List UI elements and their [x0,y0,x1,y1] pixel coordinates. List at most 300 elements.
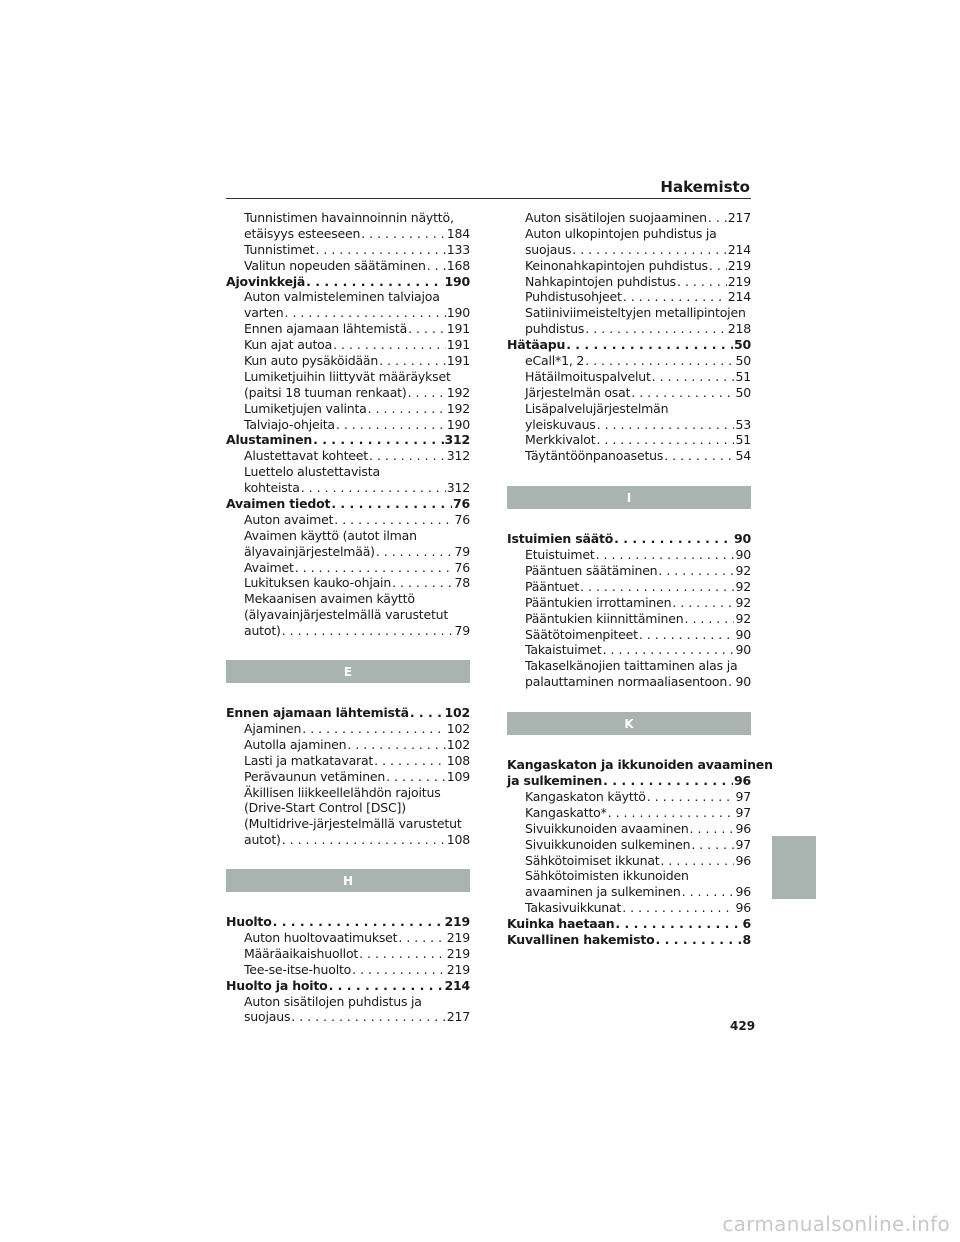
dot-leader [352,962,446,978]
index-entry-sub[interactable] [507,853,751,869]
dot-leader [313,432,443,448]
index-entry-sub[interactable] [507,563,751,579]
entry-page-number: 92 [735,610,751,626]
index-entry-sub[interactable] [507,674,751,690]
entry-text: Talviajo-ohjeita [244,416,335,432]
dot-leader [603,773,733,789]
index-entry-main[interactable] [226,274,470,290]
index-column-right [507,210,773,948]
index-entry-sub [226,528,470,544]
entry-text: Lumiketjuihin liittyvät määräykset [244,368,451,384]
dot-leader [408,385,446,401]
index-entry-sub[interactable] [507,595,751,611]
index-entry-main[interactable] [507,932,751,948]
dot-leader [374,753,446,769]
entry-page-number: 78 [454,575,470,591]
entry-text: Tunnistimen havainnoinnin näyttö, [244,210,454,225]
index-entry-sub[interactable] [507,837,751,853]
dot-leader [647,789,735,805]
dot-leader [285,305,446,321]
entry-text: Määräaikaishuollot [244,945,359,961]
entry-text: Mekaanisen avaimen käyttö [244,591,415,607]
entry-text: avaaminen ja sulkeminen [525,884,681,900]
entry-text: etäisyys esteeseen [244,225,361,241]
index-entry-main[interactable] [226,496,470,512]
index-entry-sub [226,464,470,480]
entry-page-number: 97 [735,804,751,820]
dot-leader [677,274,727,290]
entry-page-number: 191 [446,321,470,337]
entry-page-number: 92 [735,594,751,610]
entry-page-number: 51 [735,432,751,448]
dot-leader [329,978,444,994]
entry-page-number: 97 [735,836,751,852]
entry-text: varten [244,305,284,321]
entry-text: Säätötoimenpiteet [525,626,638,642]
entry-page-number: 184 [446,225,470,241]
letter-band-i: I [507,486,751,509]
dot-leader [369,448,446,464]
entry-page-number: 50 [734,337,751,353]
dot-leader [379,353,446,369]
index-entry-sub[interactable] [507,611,751,627]
entry-text: älyavainjärjestelmää) [244,543,375,559]
index-entry-sub [507,305,751,321]
entry-text: Kangaskatto* [525,804,607,820]
dot-leader [361,226,446,242]
entry-text: Kuvallinen hakemisto [507,931,655,947]
index-entry-sub [226,800,470,816]
index-entry-sub[interactable] [226,1009,470,1025]
entry-page-number: 214 [727,289,751,305]
index-entry-sub[interactable] [226,401,470,417]
dot-leader [615,916,741,932]
dot-leader [273,914,444,930]
entry-text: Pääntuet [525,578,580,594]
index-entry-sub[interactable] [226,623,470,639]
entry-page-number: 190 [446,305,470,321]
entry-text: Auton sisätilojen puhdistus ja [244,993,422,1009]
entry-page-number: 8 [742,931,751,947]
dot-leader [331,496,452,512]
index-entry-sub[interactable] [226,930,470,946]
index-entry-sub[interactable] [226,417,470,433]
entry-text: Auton valmisteleminen talviajoa [244,289,440,305]
index-entry-sub[interactable] [507,353,751,369]
dot-leader [728,674,734,690]
dot-leader [652,369,735,385]
dot-leader [368,401,446,417]
entry-page-number: 96 [735,884,751,900]
index-entry-main[interactable] [507,773,751,789]
entry-page-number: 97 [735,788,751,804]
entry-text: Takaselkänojien taittaminen alas ja [525,658,738,674]
entry-page-number: 102 [446,736,470,752]
index-entry-sub [507,868,751,884]
dot-leader [597,417,735,433]
entry-page-number: 90 [735,547,751,563]
index-entry-sub[interactable] [507,900,751,916]
dot-leader [347,737,445,753]
entry-text: Lumiketjujen valinta [244,400,367,416]
dot-leader [660,853,734,869]
dot-leader [301,480,446,496]
dot-leader [306,274,443,290]
index-entry-main[interactable] [507,916,751,932]
index-entry-sub[interactable] [226,512,470,528]
index-entry-sub[interactable] [226,737,470,753]
index-entry-main [507,757,773,773]
entry-text: Kun auto pysäköidään [244,353,379,369]
index-entry-main[interactable] [507,531,751,547]
dot-leader [585,321,726,337]
entry-text: Auton huoltovaatimukset [244,929,398,945]
entry-text: Auton avaimet [244,511,334,527]
index-entry-sub [226,210,470,226]
entry-text: autot) [244,832,281,848]
entry-page-number: 219 [727,257,751,273]
entry-text: Ajaminen [244,720,302,736]
index-entry-sub[interactable] [226,226,470,242]
entry-text: Huolto [226,914,272,930]
index-entry-sub[interactable] [507,242,751,258]
entry-text: Avaimet [244,559,294,575]
index-entry-sub[interactable] [507,789,751,805]
dot-leader [408,321,446,337]
entry-text: Kangaskaton ja ikkunoiden avaaminen [507,757,773,773]
index-entry-sub[interactable] [226,258,470,274]
entry-text: Puhdistusohjeet [525,289,622,305]
entry-page-number: 54 [735,448,751,464]
entry-page-number: 50 [735,384,751,400]
index-entry-sub[interactable] [226,305,470,321]
index-entry-sub [226,369,470,385]
index-entry-sub [226,994,470,1010]
index-entry-sub[interactable] [226,946,470,962]
index-entry-sub [507,401,751,417]
index-entry-sub[interactable] [226,448,470,464]
index-entry-main[interactable] [226,914,470,930]
entry-page-number: 219 [444,914,470,930]
entry-page-number: 102 [446,720,470,736]
dot-leader [614,531,733,547]
index-entry-sub[interactable] [507,369,751,385]
entry-page-number: 90 [734,531,751,547]
index-entry-sub [507,226,751,242]
entry-text: Sivuikkunoiden avaaminen [525,820,689,836]
entry-page-number: 79 [454,543,470,559]
dot-leader [658,563,734,579]
index-entry-sub[interactable] [507,432,751,448]
entry-page-number: 92 [735,563,751,579]
dot-leader [690,821,735,837]
entry-text: Huolto ja hoito [226,977,328,993]
page-title: Hakemisto [660,178,750,196]
entry-text: Merkkivalot [525,432,596,448]
entry-text: suojaus [525,241,572,257]
dot-leader [359,946,446,962]
letter-band-e: E [226,660,470,683]
dot-leader [682,884,735,900]
index-entry-sub[interactable] [226,337,470,353]
entry-page-number: 168 [446,257,470,273]
entry-text: Ennen ajamaan lähtemistä [244,321,408,337]
index-entry-sub[interactable] [226,385,470,401]
entry-text: Takasivuikkunat [525,900,622,916]
entry-text: Alustettavat kohteet [244,448,368,464]
index-entry-sub [226,607,470,623]
entry-text: Ajovinkkejä [226,273,306,289]
entry-text: Satiiniviimeisteltyjen metallipintojen [525,305,746,321]
index-entry-sub [507,658,751,674]
entry-page-number: 90 [735,642,751,658]
index-entry-sub[interactable] [226,321,470,337]
index-entry-sub[interactable] [507,210,751,226]
entry-text: puhdistus [525,321,585,337]
entry-page-number: 312 [446,480,470,496]
dot-leader [333,337,446,353]
entry-text: Pääntuen säätäminen [525,563,658,579]
entry-page-number: 96 [735,900,751,916]
letter-band-h: H [226,869,470,892]
entry-text: Alustaminen [226,432,313,448]
header-divider [226,198,751,199]
index-entry-sub[interactable] [507,884,751,900]
entry-page-number: 217 [727,210,751,225]
entry-text: Perävaunun vetäminen [244,768,386,784]
index-entry-sub[interactable] [226,353,470,369]
entry-text: (älyavainjärjestelmällä varustetut [244,607,449,623]
entry-page-number: 192 [446,384,470,400]
index-entry-sub[interactable] [507,821,751,837]
entry-text: Avaimen tiedot [226,496,331,512]
entry-text: Auton ulkopintojen puhdistus ja [525,225,717,241]
entry-page-number: 191 [446,337,470,353]
dot-leader [282,623,454,639]
entry-text: ja sulkeminen [507,773,603,789]
entry-page-number: 76 [454,511,470,527]
dot-leader [664,448,734,464]
entry-text: Hätäilmoituspalvelut [525,368,651,384]
index-entry-sub[interactable] [507,547,751,563]
entry-page-number: 108 [446,752,470,768]
letter-band-k: K [507,712,751,735]
index-entry-sub[interactable] [226,544,470,560]
entry-text: Pääntukien irrottaminen [525,594,672,610]
entry-page-number: 102 [444,705,470,721]
index-entry-sub[interactable] [507,417,751,433]
index-entry-sub [226,816,470,832]
dot-leader [631,385,734,401]
entry-page-number: 53 [735,416,751,432]
entry-text: Lisäpalvelujärjestelmän [525,400,669,416]
entry-page-number: 191 [446,353,470,369]
entry-page-number: 190 [446,416,470,432]
dot-leader [708,210,727,226]
entry-page-number: 190 [444,273,470,289]
entry-page-number: 312 [446,448,470,464]
index-entry-sub [226,289,470,305]
entry-page-number: 76 [453,496,470,512]
entry-text: Hätäapu [507,337,566,353]
entry-page-number: 92 [735,578,751,594]
entry-page-number: 6 [742,916,751,932]
index-entry-sub[interactable] [226,832,470,848]
index-entry-main[interactable] [226,705,470,721]
entry-text: Tunnistimet [244,241,315,257]
entry-page-number: 96 [734,773,751,789]
index-entry-sub[interactable] [507,289,751,305]
entry-page-number: 219 [446,945,470,961]
entry-text: Täytäntöönpanoasetus [525,448,664,464]
entry-page-number: 133 [446,241,470,257]
entry-page-number: 96 [735,852,751,868]
index-entry-sub[interactable] [507,805,751,821]
entry-page-number: 96 [735,820,751,836]
entry-text: (Multidrive-järjestelmällä varustetut [244,816,462,832]
dot-leader [709,258,727,274]
dot-leader [691,837,734,853]
index-entry-sub[interactable] [507,274,751,290]
index-entry-sub[interactable] [507,579,751,595]
dot-leader [336,417,446,433]
dot-leader [623,289,727,305]
dot-leader [596,547,735,563]
entry-page-number: 219 [446,929,470,945]
index-entry-main[interactable] [226,978,470,994]
dot-leader [639,627,735,643]
entry-text: Auton sisätilojen suojaaminen [525,210,707,225]
dot-leader [585,353,734,369]
dot-leader [291,1009,445,1025]
entry-page-number: 90 [735,626,751,642]
dot-leader [386,769,446,785]
dot-leader [410,705,444,721]
index-entry-sub[interactable] [226,962,470,978]
index-entry-sub[interactable] [226,575,470,591]
entry-text: Sähkötoimiset ikkunat [525,852,660,868]
dot-leader [376,544,454,560]
entry-text: (Drive-Start Control [DSC]) [244,800,406,816]
index-entry-sub[interactable] [507,627,751,643]
entry-text: Valitun nopeuden säätäminen [244,257,426,273]
dot-leader [315,242,445,258]
dot-leader [427,258,446,274]
entry-text: Ennen ajamaan lähtemistä [226,705,409,721]
entry-page-number: 214 [727,241,751,257]
entry-text: Pääntukien kiinnittäminen [525,610,684,626]
index-entry-sub[interactable] [226,242,470,258]
dot-leader [596,432,734,448]
entry-text: autot) [244,623,281,639]
entry-text: kohteista [244,480,300,496]
index-entry-sub[interactable] [507,448,751,464]
index-entry-sub [226,785,470,801]
watermark: carmanualsonline.info [722,1212,950,1236]
entry-text: Nahkapintojen puhdistus [525,273,676,289]
entry-page-number: 214 [444,977,470,993]
entry-text: Istuimien säätö [507,531,614,547]
entry-page-number: 312 [444,432,470,448]
dot-leader [302,721,445,737]
index-entry-sub[interactable] [226,769,470,785]
page-number: 429 [730,1019,756,1033]
entry-page-number: 90 [735,674,751,690]
entry-page-number: 219 [727,273,751,289]
dot-leader [398,930,445,946]
index-entry-sub [226,591,470,607]
entry-text: Kun ajat autoa [244,337,333,353]
entry-text: Sähkötoimisten ikkunoiden [525,868,689,884]
entry-text: Autolla ajaminen [244,736,347,752]
index-entry-sub[interactable] [507,258,751,274]
section-tab [772,836,816,899]
dot-leader [672,595,734,611]
index-entry-sub[interactable] [226,560,470,576]
dot-leader [392,575,453,591]
entry-text: Kuinka haetaan [507,916,615,932]
entry-text: eCall*1, 2 [525,353,585,369]
index-entry-sub[interactable] [507,321,751,337]
index-entry-main[interactable] [226,432,470,448]
dot-leader [608,805,735,821]
index-column-left [226,210,470,1025]
dot-leader [622,900,734,916]
entry-text: Takaistuimet [525,642,602,658]
entry-text: Lasti ja matkatavarat [244,752,374,768]
dot-leader [656,932,742,948]
entry-text: Avaimen käyttö (autot ilman [244,527,417,543]
entry-page-number: 218 [727,321,751,337]
dot-leader [685,611,735,627]
dot-leader [603,642,735,658]
index-entry-sub[interactable] [226,480,470,496]
entry-text: Sivuikkunoiden sulkeminen [525,836,691,852]
entry-text: Tee-se-itse-huolto [244,961,352,977]
entry-page-number: 50 [735,353,751,369]
entry-text: Luettelo alustettavista [244,464,380,480]
dot-leader [580,579,734,595]
entry-text: palauttaminen normaaliasentoon [525,674,728,690]
dot-leader [572,242,726,258]
entry-text: suojaus [244,1009,291,1025]
entry-page-number: 79 [454,623,470,639]
index-entry-main[interactable] [507,337,751,353]
index-entry-sub[interactable] [226,721,470,737]
entry-text: Järjestelmän osat [525,384,631,400]
dot-leader [282,832,446,848]
entry-text: Äkillisen liikkeellelähdön rajoitus [244,784,441,800]
entry-page-number: 192 [446,400,470,416]
entry-text: (paitsi 18 tuuman renkaat) [244,384,407,400]
entry-text: yleiskuvaus [525,416,596,432]
entry-page-number: 76 [454,559,470,575]
dot-leader [295,560,454,576]
entry-page-number: 51 [735,368,751,384]
dot-leader [334,512,453,528]
index-entry-sub[interactable] [226,753,470,769]
entry-text: Kangaskaton käyttö [525,788,646,804]
dot-leader [566,337,733,353]
entry-text: Keinonahkapintojen puhdistus [525,257,708,273]
entry-page-number: 109 [446,768,470,784]
index-entry-sub[interactable] [507,642,751,658]
entry-page-number: 217 [446,1009,470,1025]
entry-text: Lukituksen kauko-ohjain [244,575,392,591]
index-entry-sub[interactable] [507,385,751,401]
entry-page-number: 108 [446,832,470,848]
entry-text: Etuistuimet [525,547,595,563]
